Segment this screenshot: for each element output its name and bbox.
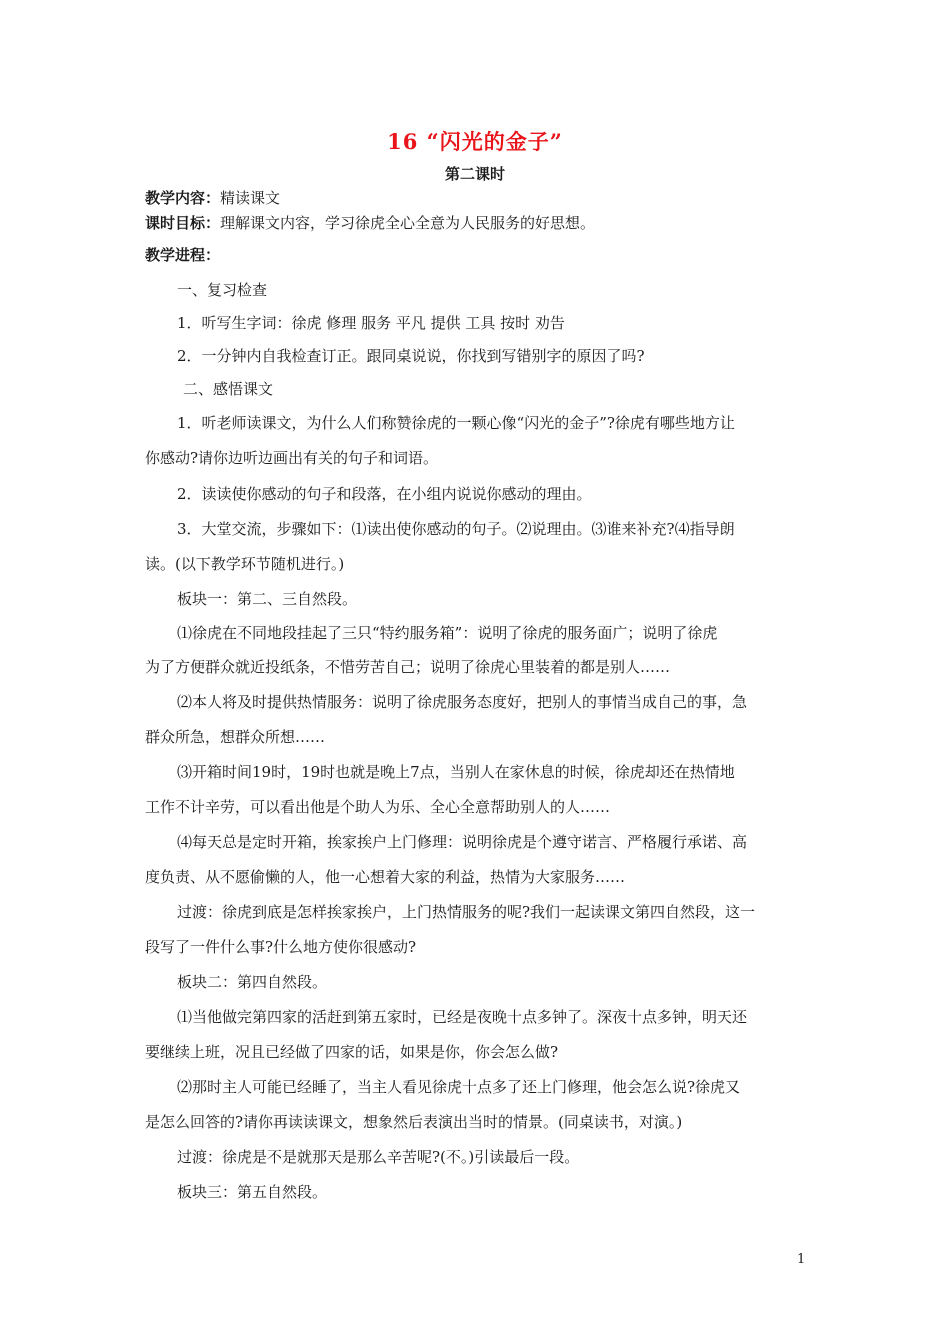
text-line: 你感动?请你边听边画出有关的句子和词语。 [145, 449, 439, 467]
text-line: 要继续上班，况且已经做了四家的话，如果是你，你会怎么做? [145, 1043, 559, 1061]
text-line: 度负责、从不愿偷懒的人，他一心想着大家的利益，热情为大家服务…… [145, 868, 626, 886]
text-line: ⑵那时主人可能已经睡了，当主人看见徐虎十点多了还上门修理，他会怎么说?徐虎又 [177, 1078, 741, 1096]
text-line: 过渡：徐虎到底是怎样挨家挨户，上门热情服务的呢?我们一起读课文第四自然段，这一 [177, 903, 756, 921]
text-line: ⑴当他做完第四家的活赶到第五家时，已经是夜晚十点多钟了。深夜十点多钟，明天还 [177, 1008, 748, 1026]
text-line: 段写了一件什么事?什么地方使你很感动? [145, 938, 417, 956]
text-line: 工作不计辛劳，可以看出他是个助人为乐、全心全意帮助别人的人…… [145, 798, 611, 816]
text-line: 1．听老师读课文，为什么人们称赞徐虎的一颗心像“闪光的金子”?徐虎有哪些地方让 [177, 414, 735, 432]
lesson-goal [145, 213, 595, 233]
lesson-goal-value: 理解课文内容，学习徐虎全心全意为人民服务的好思想。 [220, 214, 596, 232]
text-line: 二、感悟课文 [183, 380, 274, 398]
text-line: 3．大堂交流，步骤如下：⑴读出使你感动的句子。⑵说理由。⑶谁来补充?⑷指导朗 [177, 520, 735, 538]
teaching-content-value: 精读课文 [220, 189, 281, 207]
text-line: 板块一：第二、三自然段。 [177, 590, 358, 608]
teaching-content-label: 教学内容： [145, 189, 221, 207]
teaching-process-label: 教学进程： [145, 246, 221, 264]
text-line: 2．读读使你感动的句子和段落，在小组内说说你感动的理由。 [177, 485, 592, 503]
text-line: ⑵本人将及时提供热情服务：说明了徐虎服务态度好，把别人的事情当成自己的事，急 [177, 693, 748, 711]
text-line: ⑴徐虎在不同地段挂起了三只“特约服务箱”：说明了徐虎的服务面广；说明了徐虎 [177, 624, 718, 642]
text-line: 读。(以下教学环节随机进行。) [145, 555, 345, 573]
lesson-title: 16 “闪光的金子” [387, 129, 563, 154]
text-line: 是怎么回答的?请你再读读课文，想象然后表演出当时的情景。(同桌读书，对演。) [145, 1113, 683, 1131]
text-line: 过渡：徐虎是不是就那天是那么辛苦呢?(不。)引读最后一段。 [177, 1148, 580, 1166]
text-line: ⑷每天总是定时开箱，挨家挨户上门修理：说明徐虎是个遵守诺言、严格履行承诺、高 [177, 833, 748, 851]
text-line: 2．一分钟内自我检查订正。跟同桌说说，你找到写错别字的原因了吗? [177, 347, 645, 365]
teaching-content [145, 188, 280, 208]
text-line: 群众所急，想群众所想…… [145, 728, 326, 746]
text-line: 1．听写生字词：徐虎 修理 服务 平凡 提供 工具 按时 劝告 [177, 314, 565, 332]
text-line: 板块二：第四自然段。 [177, 973, 328, 991]
text-line: 一、复习检查 [177, 281, 268, 299]
text-line: ⑶开箱时间19时，19时也就是晚上7点，当别人在家休息的时候，徐虎却还在热情地 [177, 763, 735, 781]
text-line: 板块三：第五自然段。 [177, 1183, 328, 1201]
lesson-subtitle: 第二课时 [444, 165, 505, 183]
lesson-goal-label: 课时目标： [145, 214, 221, 232]
text-line: 为了方便群众就近投纸条，不惜劳苦自己；说明了徐虎心里装着的都是别人…… [145, 658, 671, 676]
page-number: 1 [797, 1252, 806, 1267]
